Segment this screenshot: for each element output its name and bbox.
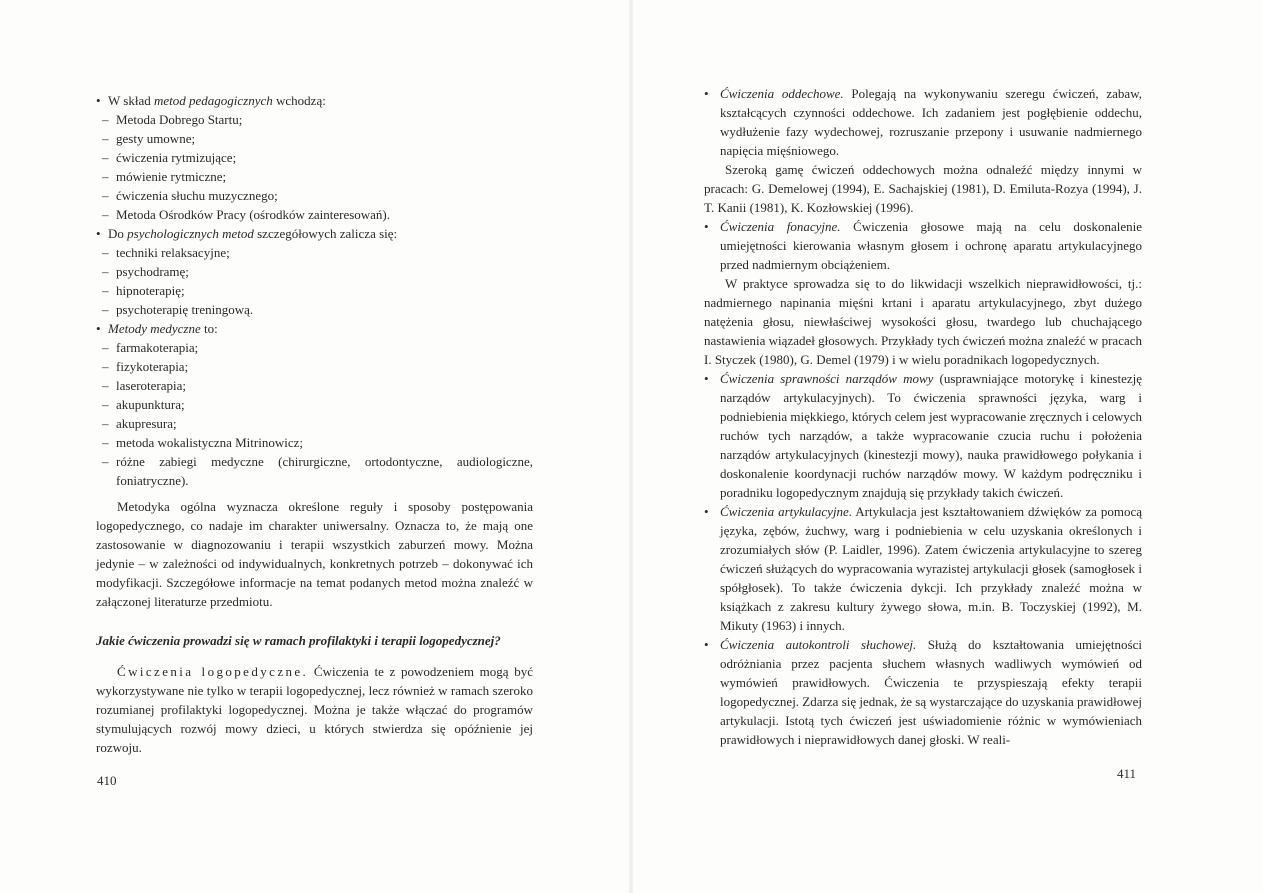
list-item: – Metoda Dobrego Startu;: [96, 110, 533, 129]
bullet-phonation-exercises: • Ćwiczenia fonacyjne. Ćwiczenia głosowe mają na celu doskonalenie umiejętności kierowania własnym głosem i ochronę aparatu artykulacyjnego przed nadmiernym obciążeniem.: [704, 217, 1142, 274]
bullet-medical-methods: • Metody medyczne to:: [96, 319, 533, 338]
bullet-articulation-exercises: • Ćwiczenia artykulacyjne. Artykulacja jest kształtowaniem dźwięków za pomocą języka, zębów, żuchwy, warg i podniebienia w celu uzyskania określonych i zrozumiałych słów (P. Laidler, 1996). Zatem ćwiczenia artykulacyjne to szereg ćwiczeń służących do wypracowania wyrazistej artykulacji głosek (samogłosek i spółgłosek). To także ćwiczenia dykcji. Ich przykłady znaleźć można w książkach z zakresu kultury żywego słowa, m.in. B. Toczyskiej (1992), M. Mikuty (1963) i innych.: [704, 502, 1142, 635]
list-item: – gesty umowne;: [96, 129, 533, 148]
list-item: – fizykoterapia;: [96, 357, 533, 376]
breathing-references-paragraph: Szeroką gamę ćwiczeń oddechowych można odnaleźć między innymi w pracach: G. Demelowej (1994), E. Sachajskiej (1981), D. Emiluta-Rozya (1994), J. T. Kanii (1981), K. Kozłowskiej (1996).: [704, 162, 1142, 215]
list-item: – techniki relaksacyjne;: [96, 243, 533, 262]
list-item: – farmakoterapia;: [96, 338, 533, 357]
list-item: – ćwiczenia rytmizujące;: [96, 148, 533, 167]
book-spine: [629, 0, 633, 893]
medical-methods-list: [96, 338, 533, 490]
right-text-column: [704, 84, 1142, 749]
list-item: – różne zabiegi medyczne (chirurgiczne, ortodontyczne, audiologiczne, foniatryczne).: [96, 452, 533, 490]
methodology-paragraph: Metodyka ogólna wyznacza określone reguły i sposoby postępowania logopedycznego, co nadaje im charakter uniwersalny. Oznacza to, że mają one zastosowanie w diagnozowaniu i terapii wszystkich zaburzeń mowy. Można jedynie – w zależności od indywidualnych, konkretnych potrzeb – dokonywać ich modyfikacji. Szczegółowe informacje na temat podanych metod można znaleźć w załączonej literaturze przedmiotu.: [96, 499, 533, 609]
list-item: – ćwiczenia słuchu muzycznego;: [96, 186, 533, 205]
pedagogical-methods-list: [96, 110, 533, 224]
list-item: – psychoterapię treningową.: [96, 300, 533, 319]
page-number-left: 410: [97, 773, 117, 788]
logopedic-exercises-paragraph: Ćwiczenia logopedyczne. Ćwiczenia te z powodzeniem mogą być wykorzystywane nie tylko w terapii logopedycznej, lecz również w ramach szeroko rozumianej profilaktyki logopedycznej. Można je także włączać do programów stymulujących rozwój mowy dzieci, u których stwierdza się opóźnienie jej rozwoju.: [96, 664, 533, 755]
bullet-pedagogical-methods: • W skład metod pedagogicznych wchodzą:: [96, 91, 533, 110]
left-text-column: [96, 91, 533, 757]
section-heading: Jakie ćwiczenia prowadzi się w ramach profilaktyki i terapii logopedycznej?: [96, 633, 501, 648]
bullet-speech-organ-exercises: • Ćwiczenia sprawności narządów mowy (usprawniające motorykę i kinestezję narządów artykulacyjnych). To ćwiczenia sprawności języka, warg i podniebienia miękkiego, których celem jest wypracowanie zręcznych i celowych ruchów tych narządów, a także wypracowanie czucia ruchu i położenia narządów artykulacyjnych (kinestezji mowy), nauka prawidłowego połykania i doskonalenie koordynacji ruchów narządów mowy. W każdym podręczniku i poradniku logopedycznym znajdują się przykłady takich ćwiczeń.: [704, 369, 1142, 502]
psychological-methods-list: [96, 243, 533, 319]
list-item: – akupresura;: [96, 414, 533, 433]
list-item: – hipnoterapię;: [96, 281, 533, 300]
bullet-breathing-exercises: • Ćwiczenia oddechowe. Polegają na wykonywaniu szeregu ćwiczeń, zabaw, kształcących czynności oddechowe. Ich zadaniem jest pogłębienie oddechu, wydłużenie fazy wydechowej, rozruszanie przepony i usuwanie nadmiernego napięcia mięśniowego.: [704, 84, 1142, 160]
bullet-psychological-methods: • Do psychologicznych metod szczegółowych zalicza się:: [96, 224, 533, 243]
list-item: – Metoda Ośrodków Pracy (ośrodków zainteresowań).: [96, 205, 533, 224]
phonation-practice-paragraph: W praktyce sprowadza się to do likwidacji wszelkich nieprawidłowości, tj.: nadmiernego napinania mięśni krtani i aparatu artykulacyjnego, zbyt dużego natężenia głosu, niewłaściwej wysokości głosu, twardego lub chuchającego nastawienia wiązadeł głosowych. Przykłady tych ćwiczeń można znaleźć w pracach I. Styczek (1980), G. Demel (1979) i w wielu poradnikach logopedycznych.: [704, 276, 1142, 367]
list-item: – metoda wokalistyczna Mitrinowicz;: [96, 433, 533, 452]
list-item: – mówienie rytmiczne;: [96, 167, 533, 186]
page-number-right: 411: [1117, 766, 1137, 781]
list-item: – akupunktura;: [96, 395, 533, 414]
bullet-auditory-selfcontrol-exercises: • Ćwiczenia autokontroli słuchowej. Służą do kształtowania umiejętności odróżniania przez pacjenta słuchem własnych wadliwych wymówień od wymówień prawidłowych. Ćwiczenia te przyspieszają efekty terapii logopedycznej. Zdarza się jednak, że są wystarczające do uzyskania prawidłowej artykulacji. Istotą tych ćwiczeń jest uświadomienie różnic w wymówieniach prawidłowych i nieprawidłowych danej głoski. W reali-: [704, 635, 1142, 749]
list-item: – psychodramę;: [96, 262, 533, 281]
list-item: – laseroterapia;: [96, 376, 533, 395]
